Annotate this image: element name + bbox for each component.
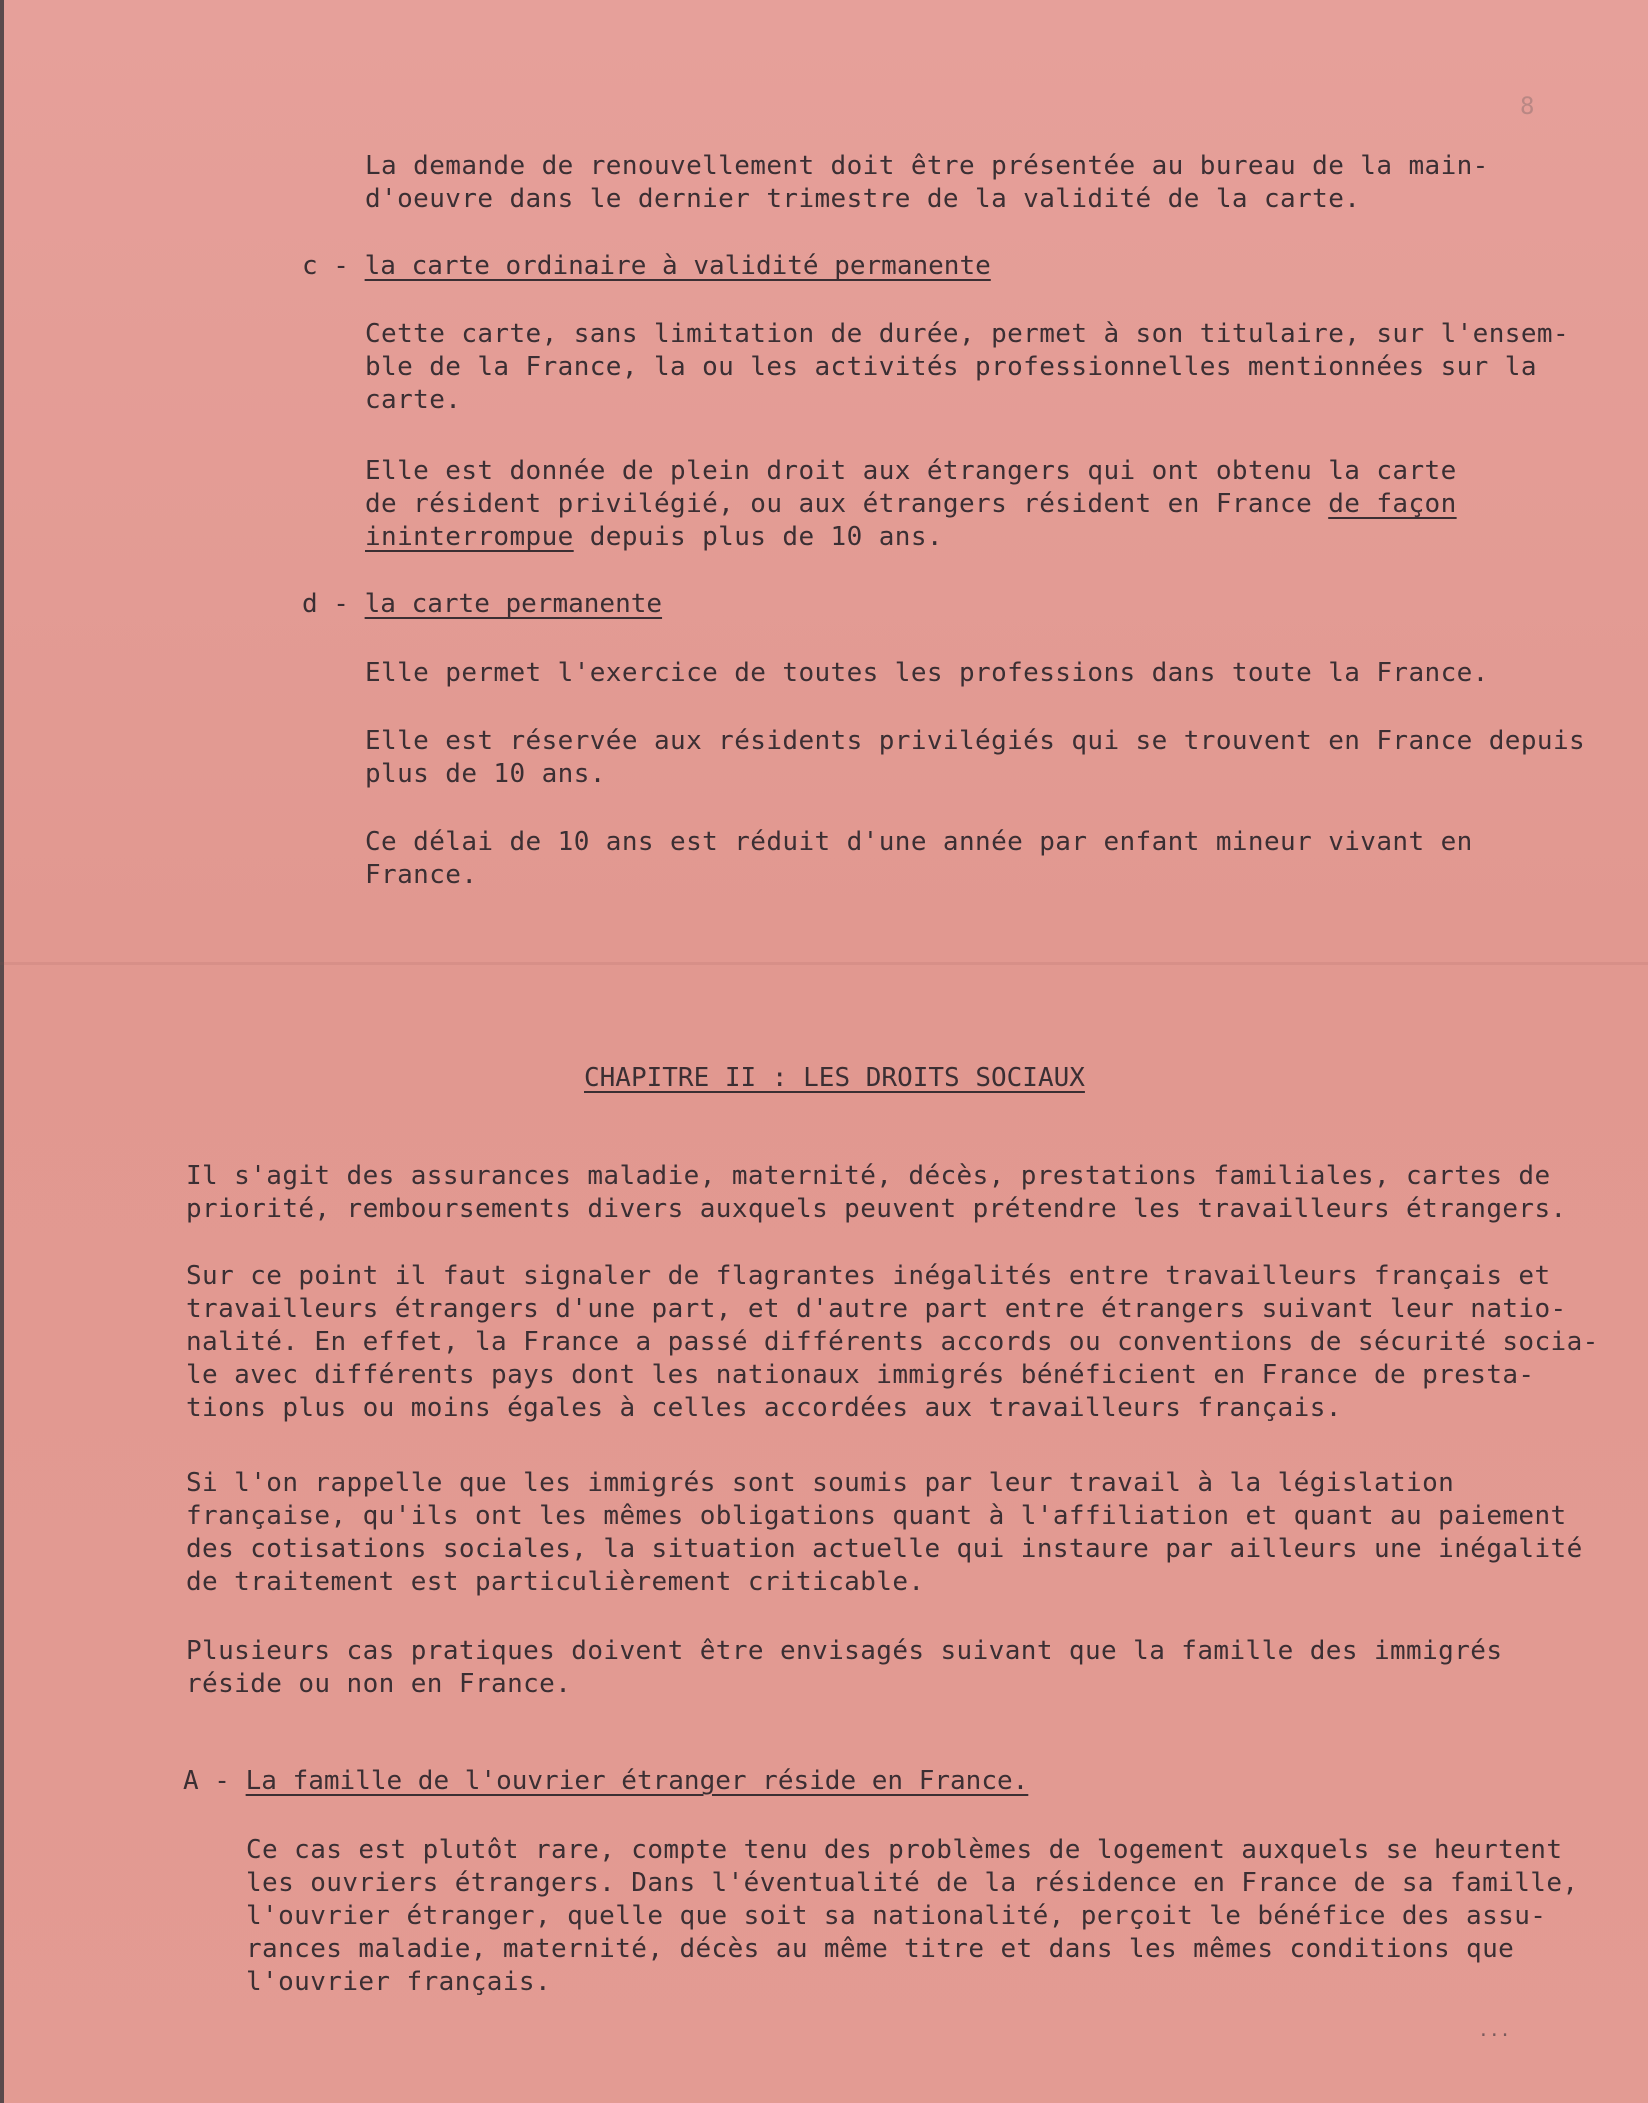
text-line: l'ouvrier étranger, quelle que soit sa nationalité, perçoit le bénéfice des assu-	[246, 1901, 1547, 1931]
renewal-paragraph	[365, 150, 1489, 216]
text-line: rances maladie, maternité, décès au même titre et dans les mêmes conditions que	[246, 1934, 1515, 1964]
text-line: nalité. En effet, la France a passé différents accords ou conventions de sécurité socia-	[186, 1327, 1599, 1357]
section-a-paragraph	[246, 1834, 1578, 1999]
section-marker: d -	[302, 589, 349, 619]
section-title: la carte permanente	[364, 589, 663, 619]
underlined-text: ininterrompue	[365, 522, 574, 552]
text-line: ble de la France, la ou les activités professionnelles mentionnées sur la	[365, 352, 1537, 382]
text-line: Elle permet l'exercice de toutes les professions dans toute la France.	[365, 658, 1489, 688]
paper-fold	[0, 962, 1648, 965]
text-line: d'oeuvre dans le dernier trimestre de la validité de la carte.	[365, 184, 1361, 214]
text-line: depuis plus de 10 ans.	[573, 522, 943, 552]
text-line: priorité, remboursements divers auxquels peuvent prétendre les travailleurs étrangers.	[186, 1194, 1567, 1224]
section-c-paragraph-1	[365, 318, 1569, 417]
continuation-marker: ...	[1478, 2020, 1511, 2041]
text-line: plus de 10 ans.	[365, 759, 606, 789]
section-title: la carte ordinaire à validité permanente	[364, 251, 991, 281]
text-line: carte.	[365, 385, 462, 415]
page-edge	[0, 0, 4, 2103]
text-line: l'ouvrier français.	[246, 1967, 552, 1997]
body-paragraph-3	[186, 1467, 1583, 1599]
page-number: 8	[1520, 92, 1535, 120]
section-d-heading	[302, 588, 662, 621]
section-d-paragraph-3	[365, 826, 1473, 892]
text-line: Ce délai de 10 ans est réduit d'une année par enfant mineur vivant en	[365, 827, 1473, 857]
section-d-paragraph-1	[365, 657, 1489, 690]
text-line: tions plus ou moins égales à celles accordées aux travailleurs français.	[186, 1393, 1342, 1423]
section-marker: A -	[183, 1766, 230, 1796]
text-line: Elle est donnée de plein droit aux étrangers qui ont obtenu la carte	[365, 456, 1457, 486]
section-title: La famille de l'ouvrier étranger réside en France.	[245, 1766, 1029, 1796]
underlined-text: de façon	[1328, 489, 1457, 519]
text-line: France.	[365, 860, 478, 890]
section-d-paragraph-2	[365, 725, 1585, 791]
text-line: Elle est réservée aux résidents privilégiés qui se trouvent en France depuis	[365, 726, 1586, 756]
text-line: Il s'agit des assurances maladie, maternité, décès, prestations familiales, cartes de	[186, 1161, 1551, 1191]
chapter-title: CHAPITRE II : LES DROITS SOCIAUX	[584, 1063, 1085, 1093]
text-line: française, qu'ils ont les mêmes obligations quant à l'affiliation et quant au paiement	[186, 1501, 1567, 1531]
text-line: travailleurs étrangers d'une part, et d'autre part entre étrangers suivant leur natio-	[186, 1294, 1567, 1324]
text-line: Sur ce point il faut signaler de flagrantes inégalités entre travailleurs français et	[186, 1261, 1551, 1291]
section-marker: c -	[302, 251, 349, 281]
text-line: de traitement est particulièrement criticable.	[186, 1567, 925, 1597]
section-a-heading	[183, 1765, 1028, 1798]
text-line: réside ou non en France.	[186, 1669, 572, 1699]
body-paragraph-2	[186, 1260, 1599, 1425]
text-line: Si l'on rappelle que les immigrés sont soumis par leur travail à la législation	[186, 1468, 1455, 1498]
text-line: La demande de renouvellement doit être présentée au bureau de la main-	[365, 151, 1489, 181]
text-line: Ce cas est plutôt rare, compte tenu des problèmes de logement auxquels se heurtent	[246, 1835, 1563, 1865]
body-paragraph-1	[186, 1160, 1567, 1226]
body-paragraph-4	[186, 1635, 1502, 1701]
text-line: le avec différents pays dont les nationaux immigrés bénéficient en France de presta-	[186, 1360, 1535, 1390]
text-line: les ouvriers étrangers. Dans l'éventualité de la résidence en France de sa famille,	[246, 1868, 1579, 1898]
text-line: Plusieurs cas pratiques doivent être envisagés suivant que la famille des immigrés	[186, 1636, 1503, 1666]
text-line: Cette carte, sans limitation de durée, permet à son titulaire, sur l'ensem-	[365, 319, 1569, 349]
section-c-paragraph-2	[365, 455, 1457, 554]
text-line: des cotisations sociales, la situation actuelle qui instaure par ailleurs une inégalité	[186, 1534, 1583, 1564]
text-line: de résident privilégié, ou aux étrangers résident en France	[365, 489, 1329, 519]
section-c-heading	[302, 250, 991, 283]
